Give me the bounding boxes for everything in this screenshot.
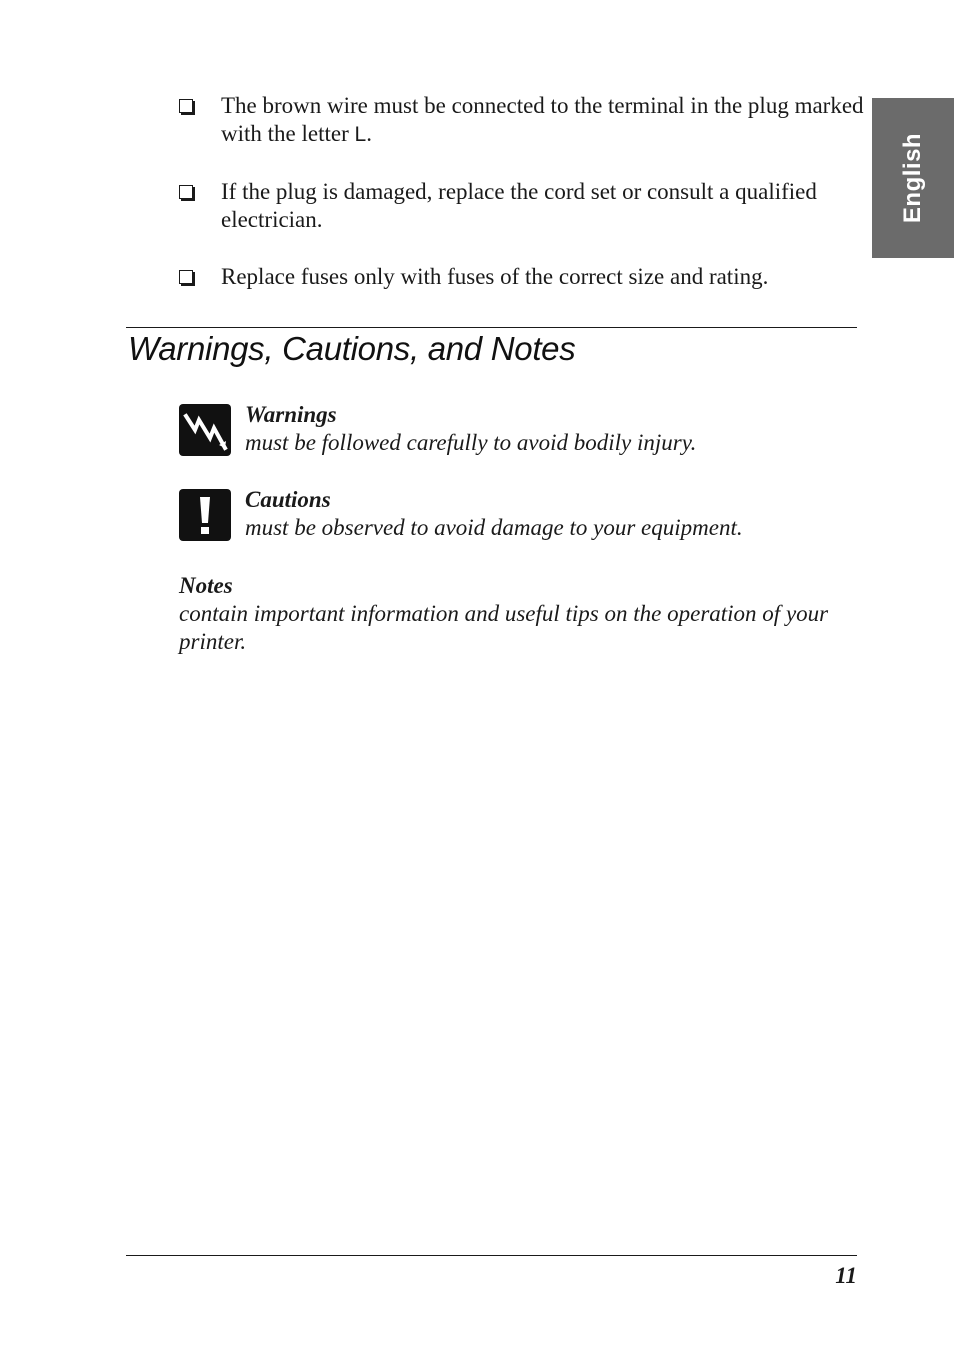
bullet-text: Replace fuses only with fuses of the correct size and rating. (221, 264, 769, 289)
language-side-tab (872, 98, 954, 258)
section-title: Warnings, Cautions, and Notes (128, 330, 576, 367)
caution-heading: Cautions (245, 487, 331, 512)
bullet-letter: L (354, 123, 367, 146)
warning-text (245, 401, 865, 457)
checkbox-bullet-icon (179, 270, 193, 284)
checkbox-bullet-icon (179, 99, 193, 113)
caution-body: must be observed to avoid damage to your equipment. (245, 515, 743, 540)
bullet-text-before: The brown wire must be connected to the terminal in the plug marked with the letter (221, 93, 864, 146)
lightning-warning-icon (179, 404, 231, 456)
list-item (179, 92, 869, 149)
list-item (179, 263, 869, 291)
bullet-text-after: . (366, 121, 372, 146)
safety-bullet-list (179, 92, 869, 320)
bullet-text: If the plug is damaged, replace the cord set or consult a qualified electrician. (221, 179, 817, 232)
page-number: 11 (835, 1263, 857, 1288)
notes-heading: Notes (179, 573, 233, 598)
notes-notice (179, 572, 859, 656)
notes-body: contain important information and useful tips on the operation of your printer. (179, 601, 829, 654)
checkbox-bullet-icon (179, 185, 193, 199)
caution-text (245, 486, 865, 542)
list-item (179, 178, 869, 234)
footer-divider (126, 1255, 857, 1256)
language-tab-label: English (899, 132, 927, 224)
exclamation-caution-icon (179, 489, 231, 541)
warning-heading: Warnings (245, 402, 337, 427)
warning-body: must be followed carefully to avoid bodily injury. (245, 430, 697, 455)
